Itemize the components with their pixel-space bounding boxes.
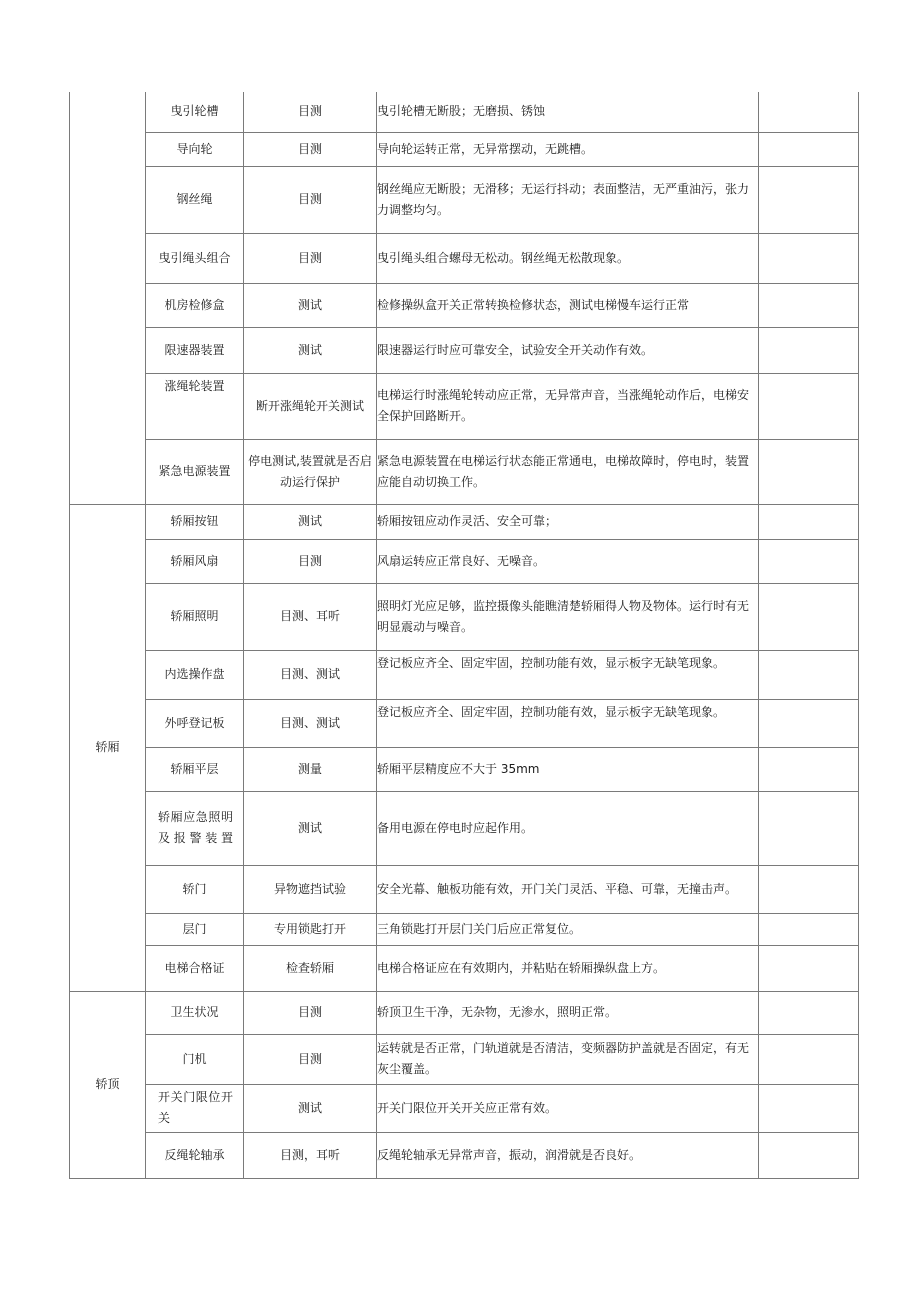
- method-cell: 目测: [244, 132, 377, 166]
- item-cell: 涨绳轮装置: [146, 373, 244, 439]
- item-cell: 轿厢应急照明及报警装置: [146, 791, 244, 865]
- table-row: [70, 865, 859, 913]
- requirement-cell: 登记板应齐全、固定牢固，控制功能有效，显示板字无缺笔现象。: [377, 699, 759, 747]
- method-cell: 目测，耳听: [244, 1132, 377, 1178]
- table-row: [70, 539, 859, 583]
- method-cell: 测试: [244, 791, 377, 865]
- method-cell: 目测: [244, 1034, 377, 1084]
- table-row: [70, 791, 859, 865]
- note-cell: [759, 791, 859, 865]
- note-cell: [759, 1084, 859, 1132]
- note-cell: [759, 132, 859, 166]
- method-cell: 测试: [244, 504, 377, 539]
- item-cell: 轿厢风扇: [146, 539, 244, 583]
- table-row: [70, 650, 859, 699]
- item-cell: 曳引轮槽: [146, 92, 244, 132]
- table-row: [70, 1034, 859, 1084]
- table-row: [70, 913, 859, 945]
- method-cell: 目测: [244, 92, 377, 132]
- note-cell: [759, 327, 859, 373]
- requirement-cell: 登记板应齐全、固定牢固，控制功能有效，显示板字无缺笔现象。: [377, 650, 759, 699]
- requirement-cell: 开关门限位开关开关应正常有效。: [377, 1084, 759, 1132]
- table-row: [70, 92, 859, 132]
- requirement-cell: 反绳轮轴承无异常声音，振动，润滑就是否良好。: [377, 1132, 759, 1178]
- note-cell: [759, 945, 859, 991]
- requirement-cell: 曳引轮槽无断股；无磨损、锈蚀: [377, 92, 759, 132]
- note-cell: [759, 583, 859, 650]
- inspection-table: [69, 92, 859, 1179]
- item-cell: 紧急电源装置: [146, 439, 244, 504]
- table-row: [70, 233, 859, 283]
- item-cell: 曳引绳头组合: [146, 233, 244, 283]
- note-cell: [759, 991, 859, 1034]
- table-row: [70, 166, 859, 233]
- requirement-cell: 限速器运行时应可靠安全，试验安全开关动作有效。: [377, 327, 759, 373]
- note-cell: [759, 166, 859, 233]
- method-cell: 目测: [244, 166, 377, 233]
- requirement-cell: 曳引绳头组合螺母无松动。钢丝绳无松散现象。: [377, 233, 759, 283]
- item-cell: 卫生状况: [146, 991, 244, 1034]
- table-row: [70, 283, 859, 327]
- item-cell: 轿厢平层: [146, 747, 244, 791]
- item-cell: 轿门: [146, 865, 244, 913]
- note-cell: [759, 92, 859, 132]
- table-row: [70, 327, 859, 373]
- method-cell: 目测: [244, 539, 377, 583]
- requirement-cell: 备用电源在停电时应起作用。: [377, 791, 759, 865]
- table-row: [70, 132, 859, 166]
- method-cell: 目测: [244, 233, 377, 283]
- table-row: [70, 699, 859, 747]
- item-cell: 限速器装置: [146, 327, 244, 373]
- item-cell: 内选操作盘: [146, 650, 244, 699]
- item-cell: 反绳轮轴承: [146, 1132, 244, 1178]
- requirement-cell: 风扇运转应正常良好、无噪音。: [377, 539, 759, 583]
- table-row: [70, 747, 859, 791]
- table-row: [70, 504, 859, 539]
- method-cell: 异物遮挡试验: [244, 865, 377, 913]
- note-cell: [759, 439, 859, 504]
- method-cell: 专用锁匙打开: [244, 913, 377, 945]
- item-cell: 机房检修盒: [146, 283, 244, 327]
- item-cell: 轿厢照明: [146, 583, 244, 650]
- requirement-cell: 紧急电源装置在电梯运行状态能正常通电，电梯故障时，停电时，装置应能自动切换工作。: [377, 439, 759, 504]
- category-cell: 轿顶: [70, 991, 146, 1178]
- requirement-cell: 导向轮运转正常，无异常摆动，无跳槽。: [377, 132, 759, 166]
- table-row: [70, 583, 859, 650]
- requirement-cell: 电梯合格证应在有效期内，并粘贴在轿厢操纵盘上方。: [377, 945, 759, 991]
- table-row: [70, 373, 859, 439]
- method-cell: 目测、测试: [244, 650, 377, 699]
- requirement-cell: 轿厢按钮应动作灵活、安全可靠；: [377, 504, 759, 539]
- note-cell: [759, 865, 859, 913]
- requirement-cell: 轿顶卫生干净，无杂物，无渗水，照明正常。: [377, 991, 759, 1034]
- item-cell: 轿厢按钮: [146, 504, 244, 539]
- note-cell: [759, 539, 859, 583]
- method-cell: 目测: [244, 991, 377, 1034]
- method-cell: 检查轿厢: [244, 945, 377, 991]
- note-cell: [759, 373, 859, 439]
- item-cell: 电梯合格证: [146, 945, 244, 991]
- method-cell: 断开涨绳轮开关测试: [244, 373, 377, 439]
- requirement-cell: 轿厢平层精度应不大于 35mm: [377, 747, 759, 791]
- table-row: [70, 1084, 859, 1132]
- category-cell: [70, 92, 146, 504]
- method-cell: 目测、耳听: [244, 583, 377, 650]
- requirement-cell: 运转就是否正常，门轨道就是否清洁，变频器防护盖就是否固定，有无灰尘覆盖。: [377, 1034, 759, 1084]
- method-cell: 测试: [244, 327, 377, 373]
- category-cell: 轿厢: [70, 504, 146, 991]
- method-cell: 目测、测试: [244, 699, 377, 747]
- note-cell: [759, 699, 859, 747]
- note-cell: [759, 913, 859, 945]
- requirement-cell: 安全光幕、触板功能有效，开门关门灵活、平稳、可靠，无撞击声。: [377, 865, 759, 913]
- note-cell: [759, 747, 859, 791]
- note-cell: [759, 650, 859, 699]
- note-cell: [759, 1034, 859, 1084]
- requirement-cell: 检修操纵盒开关正常转换检修状态，测试电梯慢车运行正常: [377, 283, 759, 327]
- requirement-cell: 三角锁匙打开层门关门后应正常复位。: [377, 913, 759, 945]
- table-row: [70, 1132, 859, 1178]
- note-cell: [759, 283, 859, 327]
- method-cell: 停电测试,装置就是否启动运行保护: [244, 439, 377, 504]
- requirement-cell: 电梯运行时涨绳轮转动应正常，无异常声音，当涨绳轮动作后，电梯安全保护回路断开。: [377, 373, 759, 439]
- item-cell: 外呼登记板: [146, 699, 244, 747]
- note-cell: [759, 233, 859, 283]
- item-cell: 钢丝绳: [146, 166, 244, 233]
- item-cell: 导向轮: [146, 132, 244, 166]
- item-cell: 门机: [146, 1034, 244, 1084]
- requirement-cell: 照明灯光应足够，监控摄像头能瞧清楚轿厢得人物及物体。运行时有无明显震动与噪音。: [377, 583, 759, 650]
- item-cell: 层门: [146, 913, 244, 945]
- note-cell: [759, 1132, 859, 1178]
- table-row: [70, 439, 859, 504]
- item-cell: 开关门限位开关: [146, 1084, 244, 1132]
- table-row: [70, 945, 859, 991]
- table-row: [70, 991, 859, 1034]
- requirement-cell: 钢丝绳应无断股；无滑移；无运行抖动；表面整洁，无严重油污，张力力调整均匀。: [377, 166, 759, 233]
- method-cell: 测试: [244, 1084, 377, 1132]
- method-cell: 测量: [244, 747, 377, 791]
- note-cell: [759, 504, 859, 539]
- method-cell: 测试: [244, 283, 377, 327]
